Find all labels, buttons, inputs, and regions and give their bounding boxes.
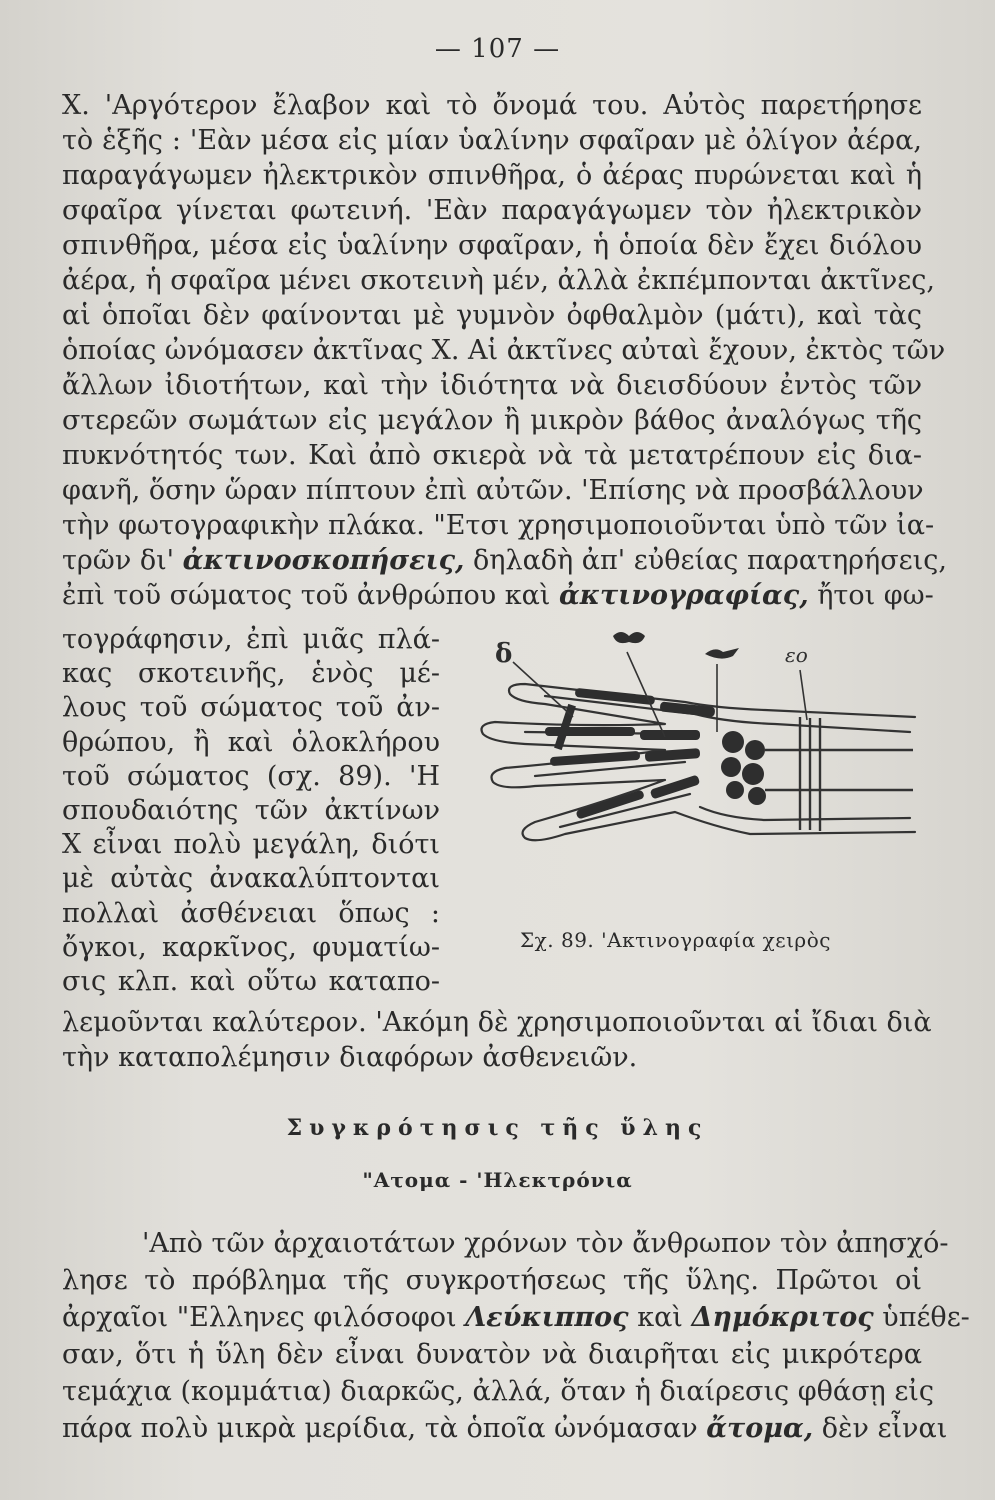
intro-paragraph (62, 88, 947, 613)
carpal-bone (722, 731, 744, 753)
text-line: φανῆ, ὅσην ὥραν πίπτουν ἐπὶ αὐτῶν. 'Επίσης νὰ προσβάλλουν (62, 475, 924, 506)
carpal-bone (721, 757, 741, 777)
text-line: λους τοῦ σώματος τοῦ ἀν- (62, 692, 440, 724)
text-line: τοῦ σώματος (σχ. 89). 'Η (62, 760, 440, 792)
text-line: σπουδαιότης τῶν ἀκτίνων (62, 795, 440, 827)
text-line: θρώπου, ἢ καὶ ὁλοκλήρου (62, 726, 440, 758)
carpal-bone (726, 781, 744, 799)
text-line: X εἶναι πολὺ μεγάλη, διότι (62, 829, 440, 861)
text-line: πολλαὶ ἀσθένειαι ὅπως : (62, 897, 440, 929)
term-aktinografias: ἀκτινογραφίας, (558, 580, 809, 611)
text-line: αἱ ὁποῖαι δὲν φαίνονται μὲ γυμνὸν ὀφθαλμὸν (μάτι), καὶ τὰς (62, 300, 922, 331)
text-line: τεμάχια (κομμάτια) διαρκῶς, ἀλλά, ὅταν ἡ διαίρεσις φθάσῃ εἰς (62, 1376, 935, 1407)
name-dimokritos: Δημόκριτος (691, 1302, 874, 1333)
leader-line (513, 662, 573, 717)
text-line: ἀρχαῖοι "Ελληνες φιλόσοφοι Λεύκιππος καὶ Δημόκριτος ὑπέθε- (62, 1302, 970, 1333)
figure-label-mark (613, 632, 645, 643)
term-atoma: ἄτομα, (706, 1413, 814, 1444)
name-leukippos: Λεύκιππος (465, 1302, 629, 1333)
text-line: ὄγκοι, καρκῖνος, φυματίω- (62, 931, 440, 963)
term-aktinoskopiseis: ἀκτινοσκοπήσεις, (182, 545, 465, 576)
text-line: μὲ αὐτὰς ἀνακαλύπτονται (62, 863, 440, 895)
text-line: πυκνότητός των. Καὶ ἀπὸ σκιερὰ νὰ τὰ μετατρέπουν εἰς δια- (62, 440, 922, 471)
text-line: X. 'Αργότερον ἔλαβον καὶ τὸ ὄνομά του. Αὐτὸς παρετήρησε (62, 90, 922, 121)
text-line: σαν, ὅτι ἡ ὕλη δὲν εἶναι δυνατὸν νὰ διαιρῆται εἰς μικρότερα (62, 1339, 922, 1370)
text-line: τὴν καταπολέμησιν διαφόρων ἀσθενειῶν. (62, 1042, 638, 1073)
hand-xray-figure (465, 622, 935, 922)
text-line: τὸ ἑξῆς : 'Εὰν μέσα εἰς μίαν ὑαλίνην σφαῖραν μὲ ὀλίγον ἀέρα, (62, 125, 922, 156)
text-line: πάρα πολὺ μικρὰ μερίδια, τὰ ὁποῖα ὠνόμασαν ἄτομα, δὲν εἶναι (62, 1413, 948, 1444)
figure-caption: Σχ. 89. 'Ακτινογραφία χειρὸς (520, 928, 831, 952)
carpal-bone (745, 740, 765, 760)
final-paragraph (62, 1225, 970, 1447)
finger-bone (575, 688, 656, 705)
text-line: 'Απὸ τῶν ἀρχαιοτάτων χρόνων τὸν ἄνθρωπον τὸν ἀπησχό- (142, 1228, 949, 1259)
text-line: παραγάγωμεν ἠλεκτρικὸν σπινθῆρα, ὁ ἀέρας πυρώνεται καὶ ἡ (62, 160, 922, 191)
text-line: ἐπὶ τοῦ σώματος τοῦ ἀνθρώπου καὶ ἀκτινογραφίας, ἤτοι φω- (62, 580, 934, 611)
section-subheading: "Ατομα - 'Ηλεκτρόνια (362, 1168, 633, 1192)
carpal-bone (742, 763, 764, 785)
text-line: λησε τὸ πρόβλημα τῆς συγκροτήσεως τῆς ὕλης. Πρῶτοι οἱ (62, 1265, 922, 1296)
finger-bone (640, 730, 700, 740)
figure-label-mark: εο (785, 643, 808, 667)
text-line: σις κλπ. καὶ οὕτω καταπο- (62, 966, 440, 998)
narrow-column-text (62, 623, 440, 999)
figure-label-mark: δ (495, 639, 513, 669)
text-line: στερεῶν σωμάτων εἰς μεγάλον ἢ μικρὸν βάθος ἀναλόγως τῆς (62, 405, 922, 436)
page-number: — 107 — (434, 34, 561, 64)
text-line: κας σκοτεινῆς, ἑνὸς μέ- (62, 658, 440, 690)
section-heading: Συγκρότησις τῆς ὕλης (286, 1115, 709, 1141)
text-line: τρῶν δι' ἀκτινοσκοπήσεις, δηλαδὴ ἀπ' εὐθείας παρατηρήσεις, (62, 545, 947, 576)
carpal-bone (748, 787, 766, 805)
finger-bone (550, 751, 640, 766)
text-line: τογράφησιν, ἐπὶ μιᾶς πλά- (62, 624, 440, 655)
text-line: ὁποίας ὠνόμασεν ἀκτῖνας X. Αἱ ἀκτῖνες αὐταὶ ἔχουν, ἐκτὸς τῶν (62, 335, 946, 366)
text-line: σφαῖρα γίνεται φωτεινή. 'Εὰν παραγάγωμεν τὸν ἠλεκτρικὸν (62, 195, 922, 226)
finger-bone (660, 701, 716, 717)
figure-label-mark (705, 648, 739, 659)
text-line: λεμοῦνται καλύτερον. 'Ακόμη δὲ χρησιμοποιοῦνται αἱ ἴδιαι διὰ (62, 1007, 932, 1038)
text-line: ἀέρα, ἡ σφαῖρα μένει σκοτεινὴ μέν, ἀλλὰ ἐκπέμπονται ἀκτῖνες, (62, 265, 935, 296)
finger-bone (650, 775, 701, 800)
text-line: τὴν φωτογραφικὴν πλάκα. "Ετσι χρησιμοποιοῦνται ὑπὸ τῶν ἰα- (62, 510, 935, 541)
after-figure-text (62, 1005, 932, 1075)
text-line: σπινθῆρα, μέσα εἰς ὑαλίνην σφαῖραν, ἡ ὁποία δὲν ἔχει διόλου (62, 230, 922, 261)
text-line: ἄλλων ἰδιοτήτων, καὶ τὴν ἰδιότητα νὰ διεισδύουν ἐντὸς τῶν (62, 370, 922, 401)
